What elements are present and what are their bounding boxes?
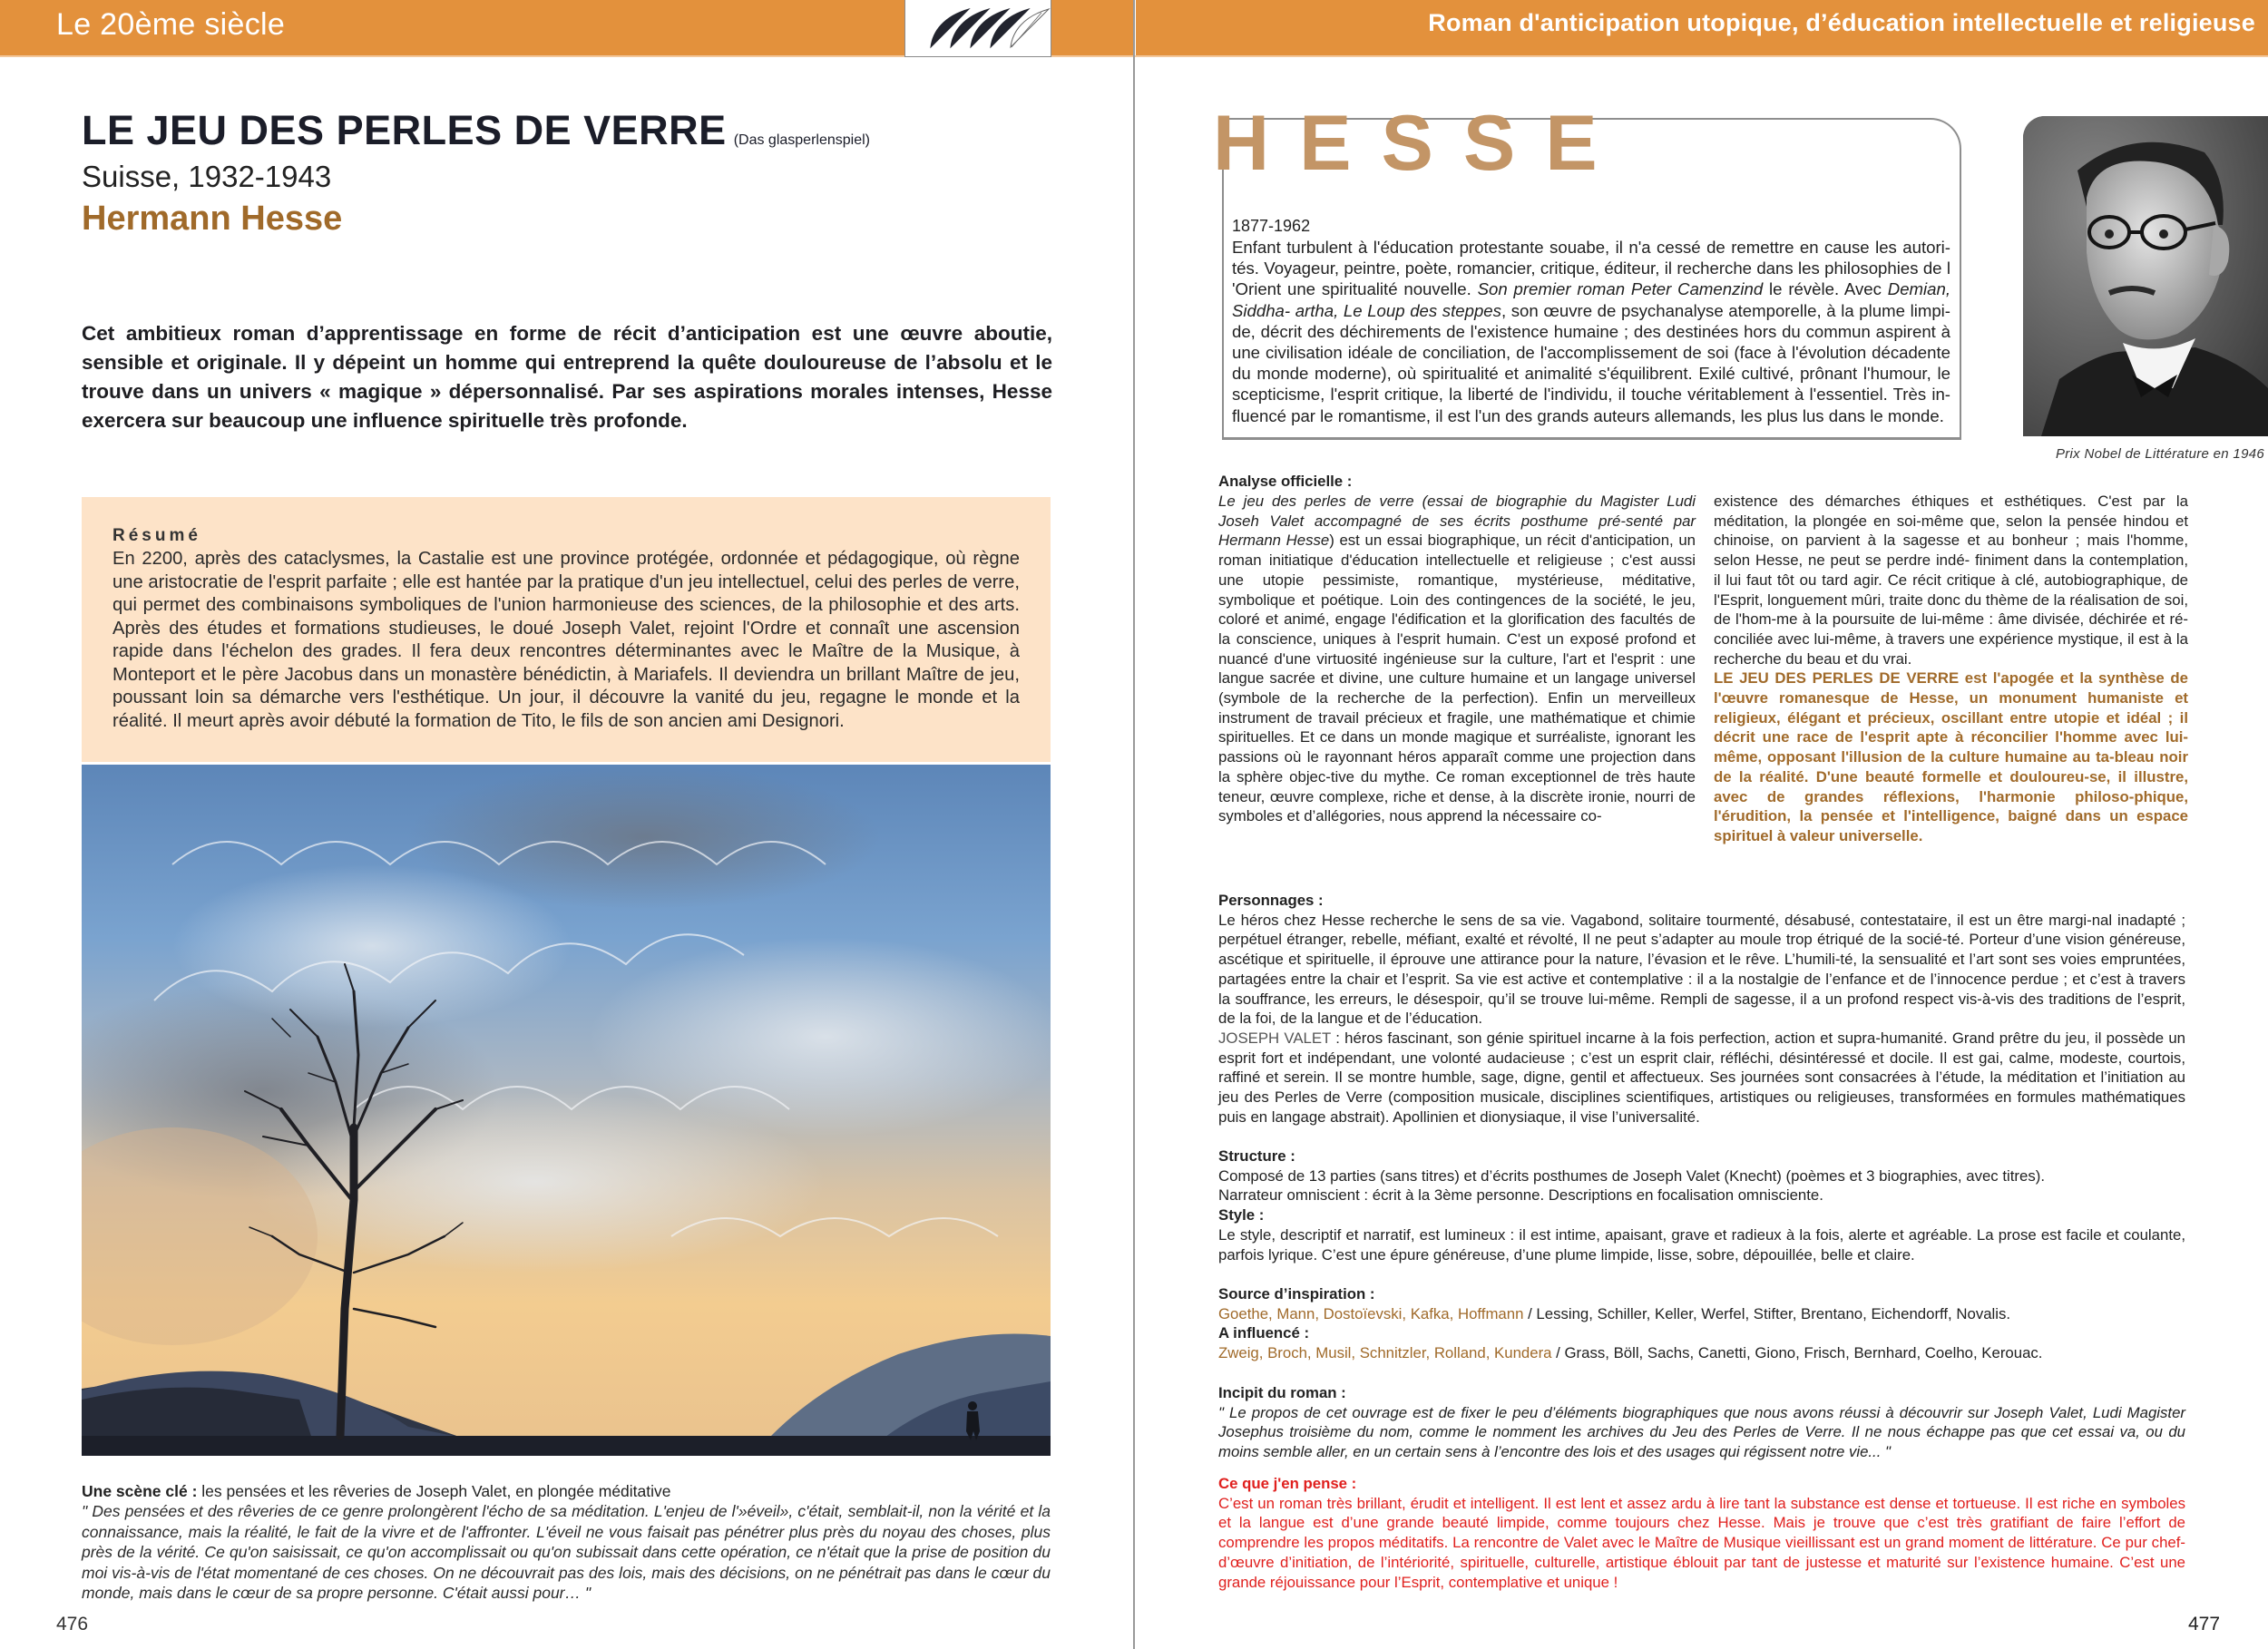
analysis-text-1: ) est un essai biographique, un récit d'anticipation, un roman initiatique d'éducation intellectuelle et religieuse ; c'est aussi une utopie pessimiste, romantique, mystérieuse, méditative, symbolique et poétique. Loin des contingences de la société, le jeu, coloré et animé, engage l'édification et la glorification des facultés de la conscience, uniques à l'esprit humain. C'est un exposé profond et nuancé d'une virtuosité ingénieuse sur la culture, l'art et l'esprit : une langue sacrée et divine, une culture humaine et un langage universel (symbole de la recherche de la perfection). Enfin un merveilleux instrument de travail précieux et fragile, une mathématique et chimie spirituelles. Et ce dans un monde magique et surréaliste, ignorant les passions où le rayonnant héros apparaît comme une projection dans la sphère objec-tive du mythe. Ce roman exceptionnel de très haute teneur, œuvre complexe, riche et dense, à la discrète ironie, nourri de symboles et d’allégories, nous apprend la nécessaire co-: [1218, 532, 1696, 825]
inspiration-section: [1218, 1284, 2185, 1363]
style-text: Le style, descriptif et narratif, est lumineux : il est intime, apaisant, grave et radieux à la fois, alerte et agréable. La prose est facile et coulante, parfois lyrique. C’est une épure généreuse, d’une plume limpide, lisse, sobre, dépouillée, belle et claire.: [1218, 1225, 2185, 1264]
key-scene-heading: [82, 1482, 671, 1501]
incipit-heading: Incipit du roman :: [1218, 1384, 1346, 1401]
key-scene-label: Une scène clé :: [82, 1482, 198, 1500]
structure-line-2: Narrateur omniscient : écrit à la 3ème personne. Descriptions en focalisation omnisciente.: [1218, 1186, 1823, 1205]
bio-text: [1232, 237, 1950, 426]
book-title-text: LE JEU DES PERLES DE VERRE: [82, 107, 727, 153]
opinion-section: [1218, 1474, 2185, 1592]
page-spine-divider: [1133, 0, 1135, 1649]
painting-illustration: [82, 765, 1051, 1456]
portrait-caption: Prix Nobel de Littérature en 1946: [2055, 446, 2264, 462]
bio-text-italic: Demian, Siddha- artha, Le Loup des steppes: [1232, 279, 1951, 320]
book-origin: Suisse, 1932-1943: [82, 160, 332, 193]
rating-logo: [904, 0, 1051, 57]
page-number-left: 476: [56, 1614, 89, 1634]
book-author: Hermann Hesse: [82, 200, 343, 238]
valet-name: JOSEPH VALET: [1218, 1029, 1331, 1047]
valet-paragraph: [1218, 1029, 2185, 1127]
characters-text: Le héros chez Hesse recherche le sens de sa vie. Vagabond, solitaire tourmenté, désabusé, contestataire, il est un être margi-nal inadapté ; perpétuel étranger, rebelle, méfiant, exalté et révolté, Il ne peut s’adapter au moule trop étriqué de la socié-té. Porteur d’une vision généreuse, ascétique et spirituelle, il éprouve une attirance pour la nature, l’évasion et le rêve. L’humili-té, la sensualité et l’art sont ses voies empruntées, partagées entre la chair et l’esprit. Sa vie est active et contemplative : il a la nostalgie de l’enfance et de l’innocence perdue ; et c’est à travers la souffrance, les erreurs, le désespoir, qu’il se trouve lui-même. Rempli de sagesse, il a un profond respect vis-à-vis des traditions de l’esprit, de la foi, de la langue et de l’éducation.: [1218, 911, 2185, 1028]
page-number-right: 477: [2188, 1614, 2221, 1634]
original-title: (Das glasperlenspiel): [733, 132, 870, 148]
section-title: Le 20ème siècle: [56, 7, 286, 42]
incipit-section: [1218, 1383, 2185, 1462]
bio-text-part: Enfant turbulent à l'éducation protestante souabe, il n'a cessé de remettre en cause les autori-tés. Voyageur, peintre, poète, romancier, critique, éditeur, il recherche dans les philosophies de l 'Orient une spiritualité nouvelle.: [1232, 238, 1950, 299]
analysis-column-1: [1218, 492, 1696, 826]
key-scene-quote: " Des pensées et des rêveries de ce genre prolongèrent l'écho de sa méditation. L'enjeu de l'»éveil», c'était, semblait-il, non la vérité et la connaissance, mais la réalité, le fait de la vivre et de l'affronter. L'éveil ne vous faisait pas pénétrer plus près du noyau des choses, plus près de la vérité. Ce qu'on saisissait, ce qu'on accomplissait ou qu'on subissait dans cette opération, ce n'était que la prise de position du moi vis-à-vis de l'état momentané de ces choses. On ne découvrait pas des lois, mais des décisions, on ne pénétrait pas dans le cœur du monde, mais dans le cœur de sa propre personne. C'était aussi pour… ": [82, 1502, 1051, 1603]
bio-text-part: le révèle. Avec: [1763, 279, 1888, 299]
analysis-text-2: existence des démarches éthiques et esthétiques. C'est par la méditation, la plongée en soi-même que, selon la pensée hindou et chinoise, on parvient à la sagesse et au bonheur ; mais l'homme, selon Hesse, ne peut se perdre indé- finiment dans la contemplation, il lui faut tôt ou tard agir. Ce récit critique à clé, autobiographique, de l'Esprit, longuement mûri, traite donc du thème de la réalisation de soi, de l'hom-me à la poursuite de lui-même : âme divisée, déchirée et ré-conciliée avec lui-même, à travers une expérience mystique, il est à la recherche du beau et du vrai.: [1714, 493, 2188, 668]
structure-line-1: Composé de 13 parties (sans titres) et d’écrits posthumes de Joseph Valet (Knecht) (poèmes et 3 biographies, avec titres).: [1218, 1166, 2045, 1185]
bio-text-part: , son œuvre de psychanalyse atemporelle, à la plume limpi-de, décrit des déchirements de l'existence humaine ; des destinées hors du commun aspirent à une civilisation idéale de conciliation, de l'accomplissement de soi (face à l'évolution décadente du monde moderne), où spiritualité et animalité s'équilibrent. Exilé cultivé, prônant l'humour, le scepticisme, l'esprit critique, la liberté de l'individu, il touche véritablement à l'essentiel. Très in-fluencé par le romantisme, il est l'un des grands auteurs allemands, les plus lus dans le monde.: [1232, 300, 1950, 425]
influence-main: Zweig, Broch, Musil, Schnitzler, Rolland, Kundera: [1218, 1344, 1552, 1362]
analysis-heading: Analyse officielle :: [1218, 473, 1353, 490]
key-scene-subtitle: les pensées et les rêveries de Joseph Valet, en plongée méditative: [197, 1482, 671, 1500]
author-portrait: [2023, 116, 2268, 436]
resume-text: En 2200, après des cataclysmes, la Castalie est une province protégée, ordonnée et pédagogique, où règne une aristocratie de l'esprit parfaite ; elle est hantée par la pratique d'un jeu intellectuel, celui des perles de verre, qui permet des combinaisons symboliques de l'union harmonieuse des sciences, de la philosophie et des arts. Après des études et formations studieuses, le doué Joseph Valet, rejoint l'Ordre et connaît une ascension rapide dans l'échelon des grades. Il fera deux rencontres déterminantes avec le Maître de la Musique, à Monteport et le père Jacobus dans un monastère bénédictin, à Mariafels. Il deviendra un brillant Maître de jeu, poussant loin sa démarche vers l'esthétique. Un jour, il découvre la vanité du jeu, regagne le monde et la réalité. Il meurt après avoir débuté la formation de Tito, le fils de son ancien ami Designori.: [112, 549, 1020, 731]
influence-list: [1218, 1343, 2185, 1363]
analysis-highlight: LE JEU DES PERLES DE VERRE est l'apogée et la synthèse de l'œuvre romanesque de Hesse, un monument humaniste et religieux, élégant et précieux, oscillant entre utopie et idéal ; il décrit une race de l'esprit apte à réconcilier l'homme avec lui-même, opposant l'illusion de la culture humaine au ta-bleau noir de la réalité. D'une beauté formelle et douloureu-se, il illustre, avec de grandes réflexions, l'harmonie philoso-phique, l'érudition, la pensée et l'intelligence, baigné dans un espace spirituel à valeur universelle.: [1714, 669, 2188, 844]
influence-heading: A influencé :: [1218, 1324, 1310, 1342]
structure-section: [1218, 1146, 2185, 1264]
intro-paragraph: Cet ambitieux roman d’apprentissage en forme de récit d’anticipation est une œuvre aboutie, sensible et originale. Il y dépeint un homme qui entreprend la quête douloureuse de l’absolu et le trouve dans un univers « magique » dépersonnalisé. Par ses aspirations morales intenses, Hesse exercera sur beaucoup une influence spirituelle très profonde.: [82, 322, 1052, 432]
inspiration-main: Goethe, Mann, Dostoïevski, Kafka, Hoffmann: [1218, 1304, 1524, 1322]
inspiration-other: / Lessing, Schiller, Keller, Werfel, Stifter, Brentano, Eichendorff, Novalis.: [1523, 1304, 2011, 1322]
structure-heading: Structure :: [1218, 1147, 1295, 1165]
analysis-italic-intro: Le jeu des perles de verre (essai de biographie du Magister Ludi Joseh Valet accompagné de ses écrits posthume pré-senté par Hermann Hesse: [1218, 493, 1696, 550]
style-heading: Style :: [1218, 1206, 1265, 1225]
resume-title: Résumé: [112, 526, 201, 545]
opinion-text: C’est un roman très brillant, érudit et intelligent. Il est lent et assez ardu à lire tant la substance est dense et tortueuse. Il est riche en symboles et la langue est d’une grande beauté limpide, comme toujours chez Hesse. Mais je trouve que c’est très gratifiant de faire l’effort de comprendre les propos méditatifs. La rencontre de Valet avec le Maître de Musique vieillissant est un grand moment de littérature. Ce pur chef-d’œuvre d’initiation, de l’intériorité, spirituelle, culturelle, artistique éblouit par tant de justesse et maturité sur l’existence humaine. C’est une grande réjouissance pour l’Esprit, contemplative et unique !: [1218, 1494, 2185, 1591]
inspiration-list: [1218, 1304, 2185, 1324]
book-title: [82, 107, 870, 154]
incipit-text: " Le propos de cet ouvrage est de fixer le peu d’éléments biographiques que nous avons réussi à découvrir sur Joseph Valet, Ludi Magister Josephus troisième du nom, comme le nomment les archives du Jeu des Perles de Verre. Il ne nous échappe pas que cet essai va, ou du moins semble aller, en un certain sens à l’encontre des lois et des usages qui régissent notre vie... ": [1218, 1403, 2185, 1461]
characters-section: [1218, 891, 2185, 1127]
bio-dates: 1877-1962: [1232, 217, 1311, 235]
influence-other: / Grass, Böll, Sachs, Canetti, Giono, Frisch, Bernhard, Coelho, Kerouac.: [1551, 1344, 2043, 1362]
bio-text-italic: Son premier roman Peter Camenzind: [1477, 279, 1764, 299]
valet-text: : héros fascinant, son génie spirituel incarne à la fois perfection, action et supra-humanité. Grand prêtre du jeu, il possède un esprit fort et indépendant, une volonté audacieuse ; c’est un esprit clair, réfléchi, désintéressé et docile. Il est gai, calme, modeste, courtois, raffiné et serein. Il se montre humble, sage, digne, gentil et affectueux. Ses journées sont consacrées à l’étude, la méditation et l’initiation au jeu des Perles de Verre (composition musicale, disciplines scientifiques, artistiques ou religieuses, transformées en formules mathématiques puis en langage abstrait). Apollinien et dionysiaque, il vise l’universalité.: [1218, 1029, 2185, 1126]
inspiration-heading: Source d’inspiration :: [1218, 1285, 1375, 1303]
resume-box: [82, 497, 1051, 762]
analysis-column-2: [1714, 492, 2188, 846]
author-surname-heading: HESSE: [1213, 100, 1628, 187]
opinion-heading: Ce que j'en pense :: [1218, 1475, 1357, 1492]
genre-title: Roman d'anticipation utopique, d’éducation intellectuelle et religieuse: [1428, 9, 2255, 36]
characters-heading: Personnages :: [1218, 892, 1324, 909]
quill-feathers-icon: [905, 0, 1051, 56]
